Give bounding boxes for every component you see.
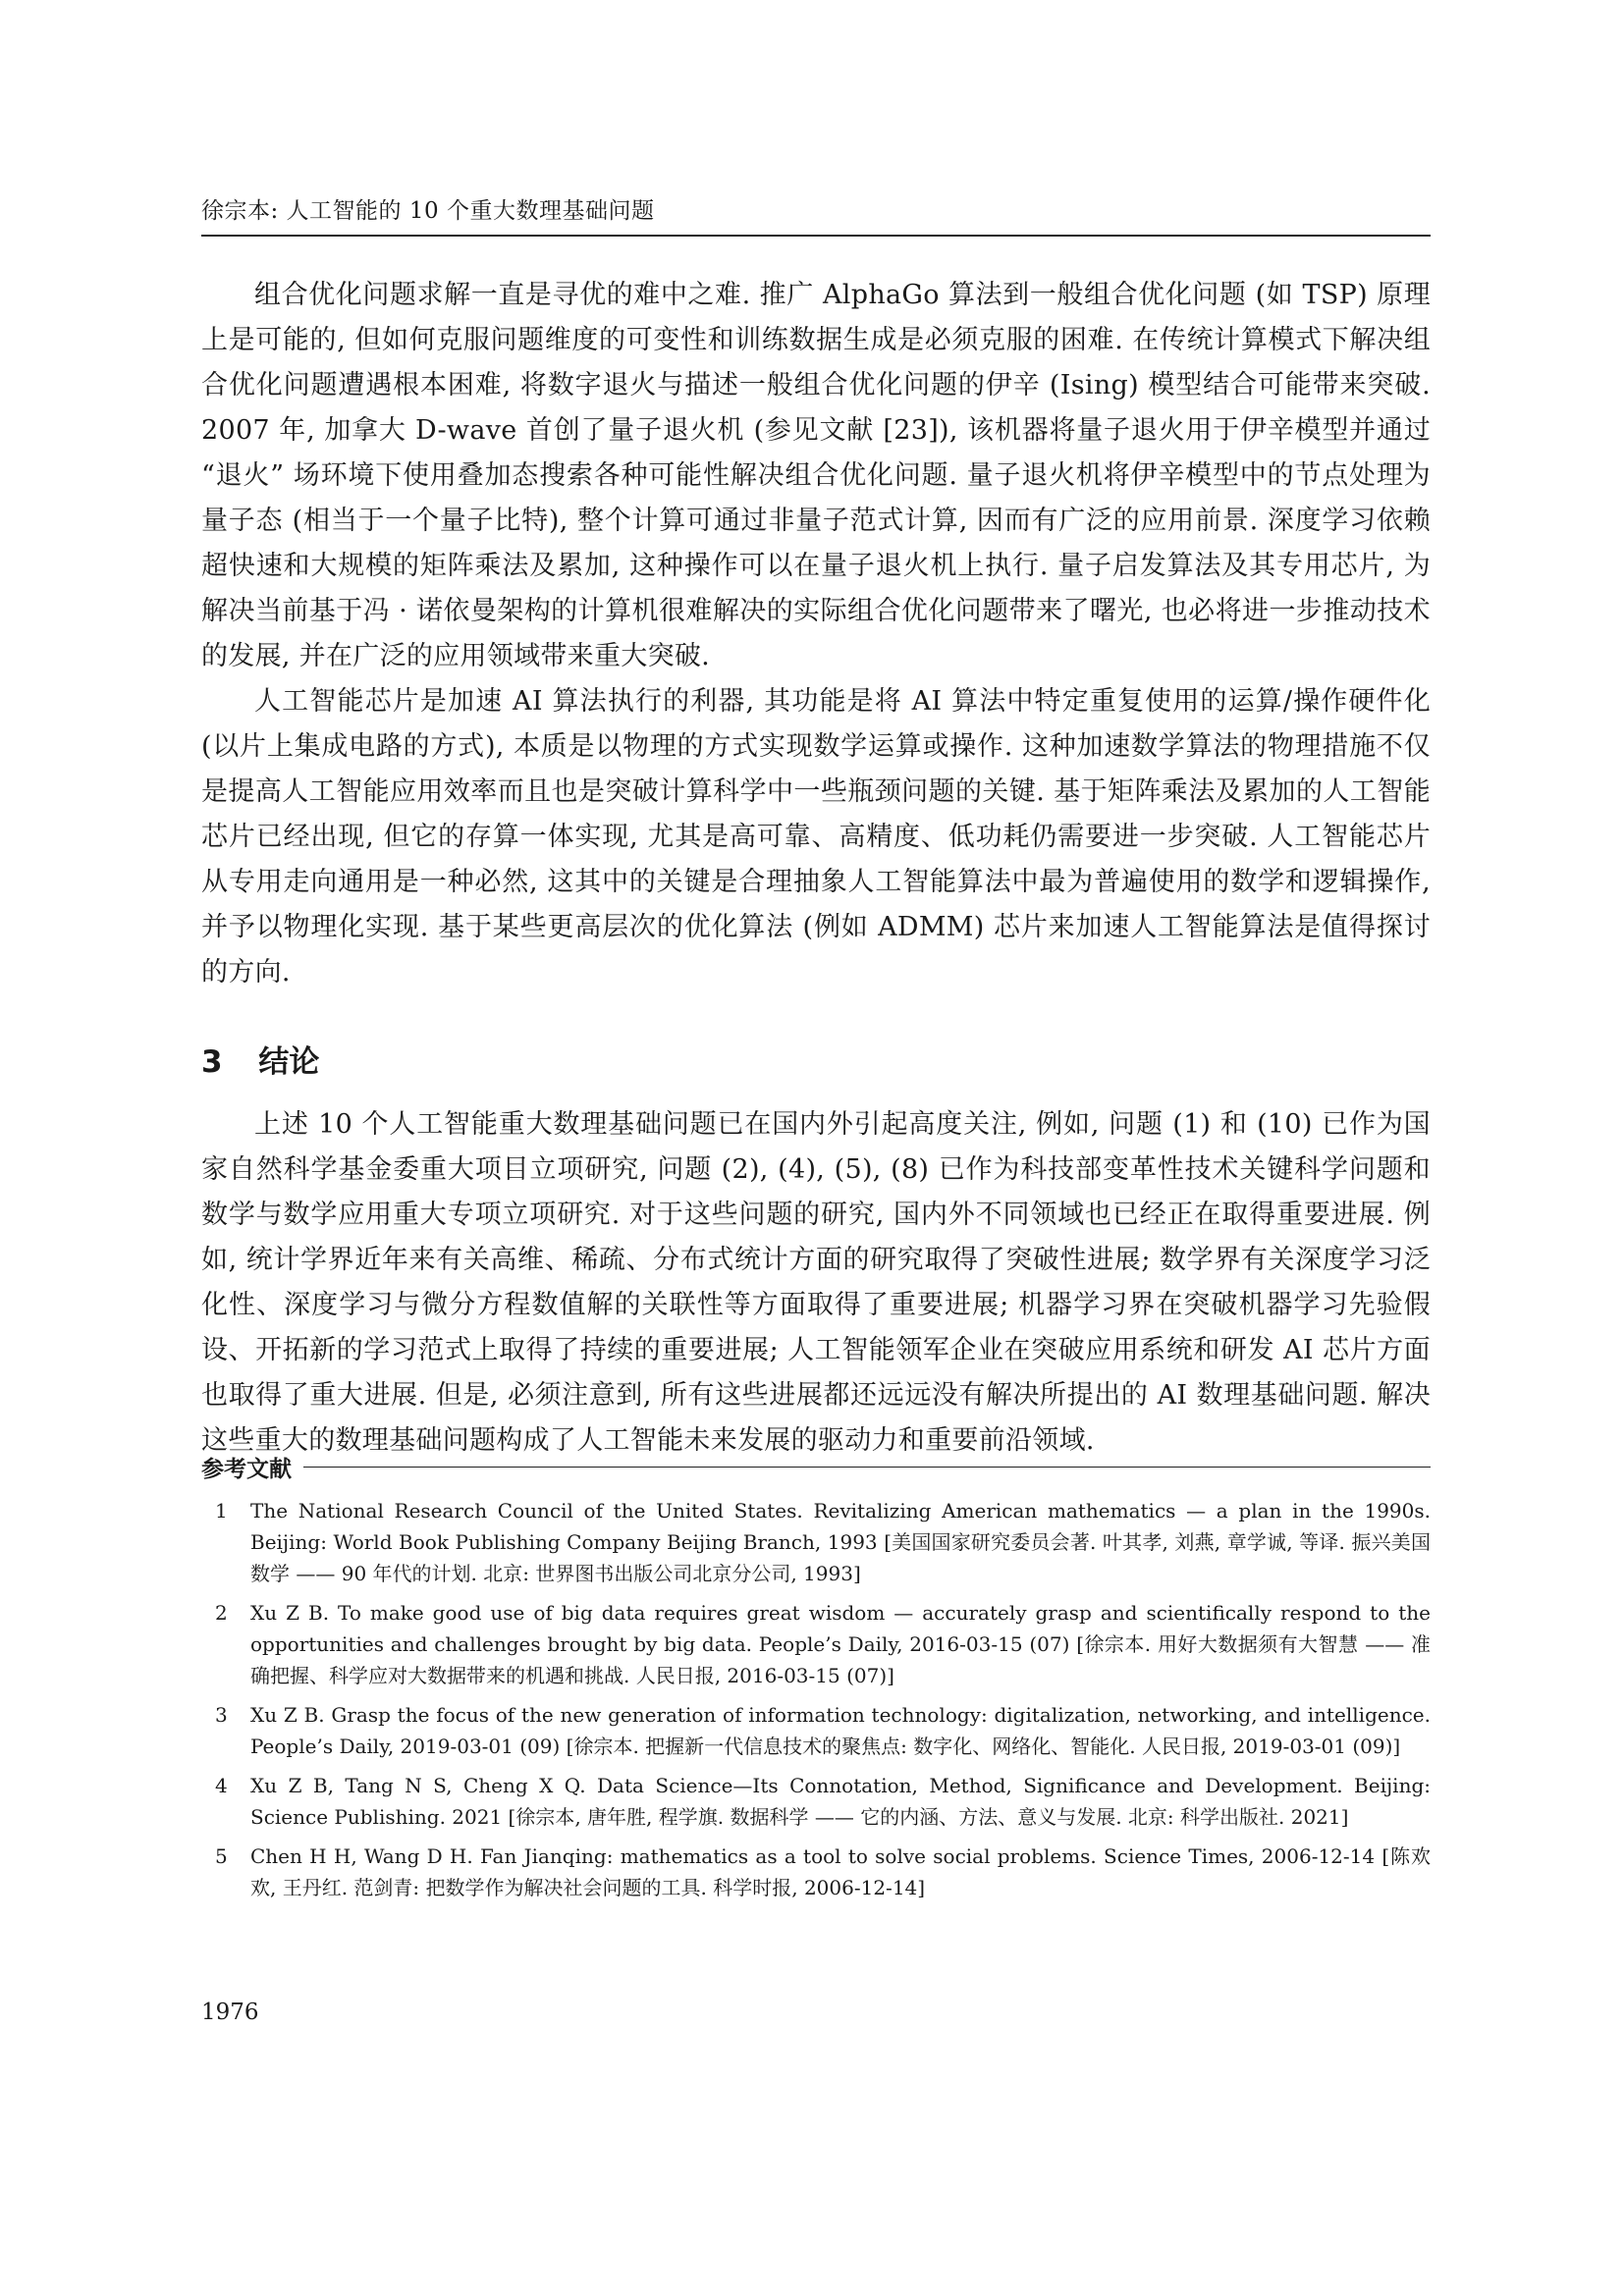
reference-text: Chen H H, Wang D H. Fan Jianqing: mathematics as a tool to solve social problems. Science Times, 2006-12-14 [陈欢欢, 王丹红. 范剑青: 把数学作为解决社会问题的工具. 科学时报, 2006-12-14] xyxy=(250,1844,1431,1899)
reference-item xyxy=(201,1841,1431,1903)
references-heading-row xyxy=(201,1451,1431,1483)
section-heading xyxy=(201,1037,1431,1081)
reference-item xyxy=(201,1495,1431,1589)
running-header xyxy=(201,192,1431,237)
reference-number: 3 xyxy=(215,1703,228,1727)
reference-number: 5 xyxy=(215,1844,228,1868)
section-title: 结论 xyxy=(258,1044,320,1080)
page-number: 1976 xyxy=(201,2000,259,2025)
running-title: 徐宗本: 人工智能的 10 个重大数理基础问题 xyxy=(201,198,655,224)
paragraph-conclusion: 上述 10 个人工智能重大数理基础问题已在国内外引起高度关注, 例如, 问题 (1) 和 (10) 已作为国家自然科学基金委重大项目立项研究, 问题 (2), (4), (5), (8) 已作为科技部变革性技术关键科学问题和数学与数学应用重大专项立项研究. 对于这些问题的研究, 国内外不同领域也已经正在取得重要进展. 例如, 统计学界近年来有关高维、稀疏、分布式统计方面的研究取得了突破性进展; 数学界有关深度学习泛化性、深度学习与微分方程数值解的关联性等方面取得了重要进展; 机器学习界在突破机器学习先验假设、开拓新的学习范式上取得了持续的重要进展; 人工智能领军企业在突破应用系统和研发 AI 芯片方面也取得了重大进展. 但是, 必须注意到, 所有这些进展都还远远没有解决所提出的 AI 数理基础问题. 解决这些重大的数理基础问题构成了人工智能未来发展的驱动力和重要前沿领域. xyxy=(201,1109,1431,1456)
reference-text: Xu Z B. To make good use of big data requires great wisdom — accurately grasp and scientifically respond to the opportunities and challenges brought by big data. People’s Daily, 2016-03-15 (07) [徐宗本. 用好大数据须有大智慧 —— 准确把握、科学应对大数据带来的机遇和挑战. 人民日报, 2016-03-15 (07)] xyxy=(250,1601,1431,1687)
reference-text: Xu Z B, Tang N S, Cheng X Q. Data Science—Its Connotation, Method, Significance and Development. Beijing: Science Publishing. 2021 [徐宗本, 唐年胜, 程学旗. 数据科学 —— 它的内涵、方法、意义与发展. 北京: 科学出版社. 2021] xyxy=(250,1774,1431,1829)
reference-text: The National Research Council of the United States. Revitalizing American mathematics — a plan in the 1990s. Beijing: World Book Publishing Company Beijing Branch, 1993 [美国国家研究委员会著. 叶其孝, 刘燕, 章学诚, 等译. 振兴美国数学 —— 90 年代的计划. 北京: 世界图书出版公司北京分公司, 1993] xyxy=(250,1499,1431,1585)
references-rule xyxy=(303,1467,1431,1468)
paragraph-combinatorial-optimization: 组合优化问题求解一直是寻优的难中之难. 推广 AlphaGo 算法到一般组合优化问题 (如 TSP) 原理上是可能的, 但如何克服问题维度的可变性和训练数据生成是必须克服的困难. 在传统计算模式下解决组合优化问题遭遇根本困难, 将数字退火与描述一般组合优化问题的伊辛 (Ising) 模型结合可能带来突破. 2007 年, 加拿大 D-wave 首创了量子退火机 (参见文献 [23]), 该机器将量子退火用于伊辛模型并通过 “退火” 场环境下使用叠加态搜索各种可能性解决组合优化问题. 量子退火机将伊辛模型中的节点处理为量子态 (相当于一个量子比特), 整个计算可通过非量子范式计算, 因而有广泛的应用前景. 深度学习依赖超快速和大规模的矩阵乘法及累加, 这种操作可以在量子退火机上执行. 量子启发算法及其专用芯片, 为解决当前基于冯 · 诺依曼架构的计算机很难解决的实际组合优化问题带来了曙光, 也必将进一步推动技术的发展, 并在广泛的应用领域带来重大突破. xyxy=(201,280,1431,671)
paragraph-ai-chips: 人工智能芯片是加速 AI 算法执行的利器, 其功能是将 AI 算法中特定重复使用的运算/操作硬件化 (以片上集成电路的方式), 本质是以物理的方式实现数学运算或操作. 这种加速数学算法的物理措施不仅是提高人工智能应用效率而且也是突破计算科学中一些瓶颈问题的关键. 基于矩阵乘法及累加的人工智能芯片已经出现, 但它的存算一体实现, 尤其是高可靠、高精度、低功耗仍需要进一步突破. 人工智能芯片从专用走向通用是一种必然, 这其中的关键是合理抽象人工智能算法中最为普遍使用的数学和逻辑操作, 并予以物理化实现. 基于某些更高层次的优化算法 (例如 ADMM) 芯片来加速人工智能算法是值得探讨的方向. xyxy=(201,686,1431,988)
reference-number: 2 xyxy=(215,1601,228,1625)
references-heading: 参考文献 xyxy=(201,1457,292,1482)
main-body xyxy=(201,273,1431,1464)
reference-number: 1 xyxy=(215,1499,228,1522)
reference-item xyxy=(201,1597,1431,1691)
reference-item xyxy=(201,1770,1431,1833)
references-section xyxy=(201,1451,1431,1911)
reference-number: 4 xyxy=(215,1774,228,1797)
section-number: 3 xyxy=(201,1044,223,1080)
reference-item xyxy=(201,1699,1431,1762)
reference-text: Xu Z B. Grasp the focus of the new generation of information technology: digitalization, networking, and intelligence. People’s Daily, 2019-03-01 (09) [徐宗本. 把握新一代信息技术的聚焦点: 数字化、网络化、智能化. 人民日报, 2019-03-01 (09)] xyxy=(250,1703,1431,1758)
